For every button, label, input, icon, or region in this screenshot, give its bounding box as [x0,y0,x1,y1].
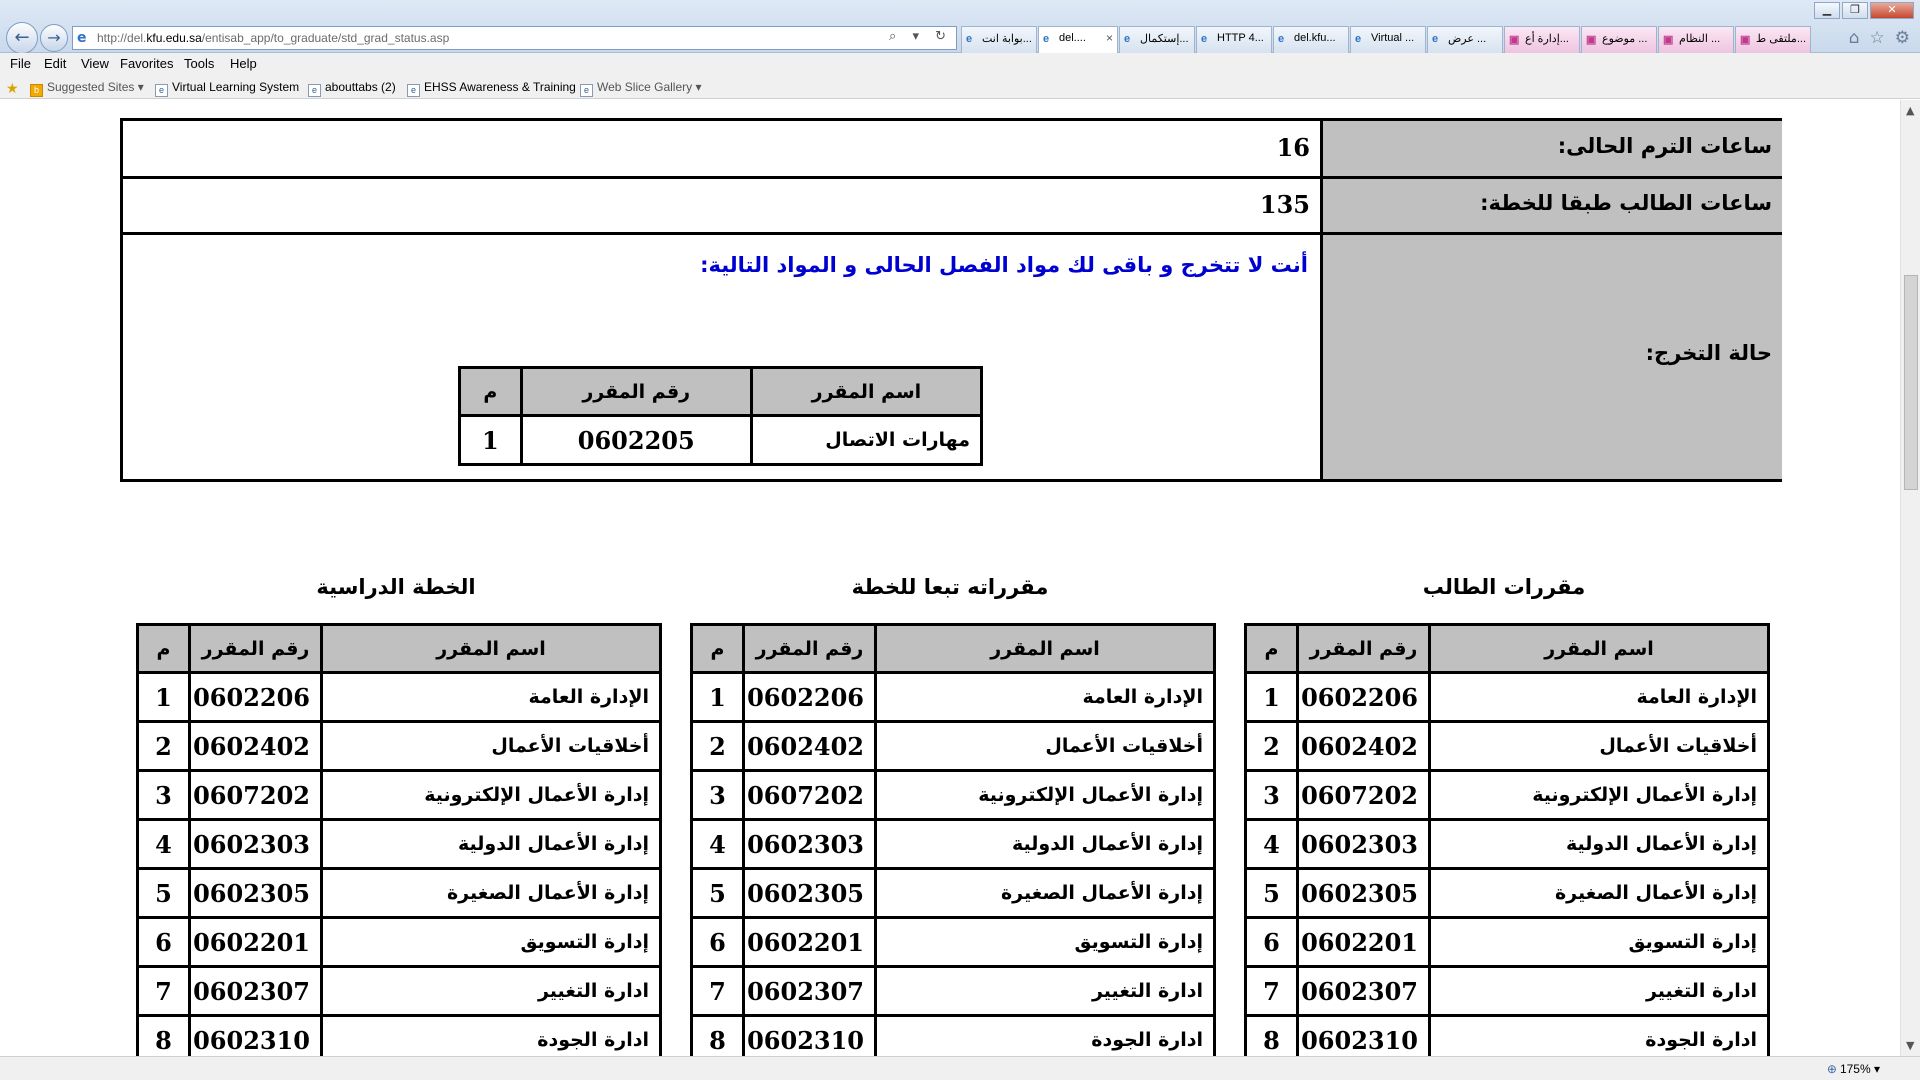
table-header-row [460,368,982,416]
tab-label: بوابة انت... [982,33,1032,45]
url-text[interactable]: http://del.kfu.edu.sa/entisab_app/to_graduate/std_grad_status.asp [97,31,450,45]
tab-label: إستكمال... [1140,33,1189,45]
remaining-courses-table [458,366,983,466]
table-row [138,673,661,722]
chrome-toolbar-icons [1849,28,1910,48]
table-row [138,820,661,869]
minimize-button[interactable]: ▁ [1814,2,1840,19]
tab-label: إدارة أع... [1525,33,1569,45]
course-code-cell: 0602201 [1298,918,1430,967]
bing-icon: b [30,84,43,97]
row-index-cell: 7 [138,967,190,1016]
row-index-cell: 4 [1246,820,1298,869]
header-index: م [138,625,190,673]
header-course-name: اسم المقرر [751,368,981,416]
row-index-cell: 1 [460,416,522,465]
table-row [1246,1016,1769,1057]
course-name-cell: ادارة الجودة [876,1016,1215,1057]
tab-favicon-icon: e [1432,33,1439,45]
course-code-cell: 0607202 [1298,771,1430,820]
fav-abouttabs[interactable]: e abouttabs (2) [308,80,396,97]
browser-tab[interactable] [1735,26,1811,53]
row-index-cell: 8 [138,1016,190,1057]
course-name-cell: إدارة الأعمال الدولية [876,820,1215,869]
row-index-cell: 3 [692,771,744,820]
menu-item-file[interactable]: File [10,56,31,71]
back-arrow-icon: ← [14,27,30,48]
tab-favicon-icon: e [1278,33,1285,45]
page-viewport [0,100,1900,1056]
fav-web-slice-gallery[interactable]: e Web Slice Gallery ▾ [580,80,702,97]
row-index-cell: 4 [138,820,190,869]
scroll-up-arrow-icon[interactable]: ▲ [1906,104,1915,117]
course-code-cell: 0602307 [1298,967,1430,1016]
ie-page-icon: e [77,30,87,46]
row-index-cell: 1 [1246,673,1298,722]
browser-tab[interactable] [1273,26,1349,53]
table-row [138,918,661,967]
zoom-icon: ⊕ [1826,1062,1837,1076]
course-code-cell: 0602205 [521,416,751,465]
fav-virtual-learning[interactable]: e Virtual Learning System [155,80,299,97]
header-index: م [460,368,522,416]
tab-close-icon[interactable]: × [1105,31,1113,45]
tab-favicon-icon: ▣ [1663,34,1674,46]
browser-tab[interactable] [1119,26,1195,53]
course-code-cell: 0602402 [744,722,876,771]
grad-status-message: أنت لا تتخرج و باقى لك مواد الفصل الحالى و المواد التالية: [700,253,1308,277]
course-code-cell: 0602206 [1298,673,1430,722]
browser-tab[interactable] [1581,26,1657,53]
gear-icon[interactable]: ⚙ [1894,28,1910,48]
course-name-cell: إدارة الأعمال الصغيرة [322,869,661,918]
menu-item-view[interactable]: View [81,56,109,71]
table-header-row [1246,625,1769,673]
course-name-cell: الإدارة العامة [322,673,661,722]
home-icon[interactable]: ⌂ [1848,28,1860,48]
browser-titlebar [0,0,1920,53]
vertical-scrollbar[interactable] [1900,100,1920,1056]
forward-arrow-icon: → [47,28,61,47]
back-button[interactable] [6,22,38,54]
row-index-cell: 5 [692,869,744,918]
plan-hours-value: 135 [1259,190,1310,219]
table-row [138,869,661,918]
course-name-cell: ادارة التغيير [322,967,661,1016]
header-course-code: رقم المقرر [744,625,876,673]
student-courses-title: مقررات الطالب [1422,575,1586,599]
course-code-cell: 0602402 [190,722,322,771]
course-name-cell: إدارة الأعمال الدولية [322,820,661,869]
browser-tab[interactable] [1427,26,1503,53]
tab-label: del.kfu... [1294,32,1336,44]
table-row [1246,918,1769,967]
course-name-cell: أخلاقيات الأعمال [322,722,661,771]
course-code-cell: 0602305 [190,869,322,918]
course-name-cell: إدارة الأعمال الإلكترونية [322,771,661,820]
header-course-code: رقم المقرر [521,368,751,416]
course-name-cell: إدارة الأعمال الإلكترونية [876,771,1215,820]
browser-tab[interactable] [1658,26,1734,53]
header-course-name: اسم المقرر [322,625,661,673]
tab-favicon-icon: e [966,33,973,45]
course-code-cell: 0602310 [744,1016,876,1057]
course-name-cell: ادارة الجودة [322,1016,661,1057]
row-index-cell: 3 [1246,771,1298,820]
table-row [138,771,661,820]
course-name-cell: ادارة الجودة [1430,1016,1769,1057]
table-row [1246,722,1769,771]
row-index-cell: 3 [138,771,190,820]
row-index-cell: 6 [692,918,744,967]
page-icon: e [580,84,593,97]
course-name-cell: ادارة التغيير [1430,967,1769,1016]
plan-hours-value-cell [123,179,1320,232]
menu-item-tools[interactable]: Tools [184,56,215,71]
table-row [692,722,1215,771]
tab-label: موضوع ... [1602,33,1648,45]
header-course-code: رقم المقرر [190,625,322,673]
header-course-name: اسم المقرر [1430,625,1769,673]
page-icon: e [407,84,420,97]
maximize-button[interactable]: ❐ [1842,2,1868,19]
tab-favicon-icon: e [1201,33,1208,45]
course-name-cell: إدارة الأعمال الصغيرة [876,869,1215,918]
course-code-cell: 0602307 [744,967,876,1016]
table-header-row [692,625,1215,673]
table-row [692,869,1215,918]
table-row [692,820,1215,869]
zoom-control[interactable]: ⊕ 175% ▾ [1826,1062,1880,1076]
table-row [138,1016,661,1057]
table-row [1246,820,1769,869]
current-hours-label: ساعات الترم الحالى: [1557,134,1772,158]
row-index-cell: 2 [138,722,190,771]
course-code-cell: 0602201 [744,918,876,967]
table-row [1246,771,1769,820]
course-name-cell: إدارة التسويق [1430,918,1769,967]
address-tools-icons[interactable]: ⌕ ▾ ↻ [889,29,952,44]
tab-favicon-icon: ▣ [1586,34,1597,46]
browser-tab[interactable] [961,26,1037,53]
grad-status-label-cell [1320,235,1782,479]
window-controls [1814,2,1914,19]
status-bar [0,1056,1920,1080]
table-row [692,1016,1215,1057]
row-index-cell: 7 [692,967,744,1016]
course-code-cell: 0602307 [190,967,322,1016]
study-plan-title: الخطة الدراسية [316,575,476,599]
current-hours-label-cell [1320,121,1782,176]
row-index-cell: 1 [138,673,190,722]
page-icon: e [155,84,168,97]
row-index-cell: 7 [1246,967,1298,1016]
row-index-cell: 1 [692,673,744,722]
table-row [138,722,661,771]
row-index-cell: 4 [692,820,744,869]
tab-favicon-icon: ▣ [1740,34,1751,46]
course-code-cell: 0602402 [1298,722,1430,771]
plan-courses-title: مقرراته تبعا للخطة [851,575,1049,599]
course-name-cell: إدارة التسويق [876,918,1215,967]
table-row [692,771,1215,820]
study-plan-table [136,623,662,1056]
table-row [692,673,1215,722]
browser-tab[interactable] [1038,26,1118,53]
row-index-cell: 6 [1246,918,1298,967]
tab-label: ملتقى ط... [1756,33,1806,45]
grad-status-label: حالة التخرج: [1645,341,1772,365]
course-name-cell: ادارة التغيير [876,967,1215,1016]
header-index: م [692,625,744,673]
fav-suggested-sites[interactable]: b Suggested Sites ▾ [30,80,144,97]
course-name-cell: مهارات الاتصال [751,416,981,465]
table-row [692,918,1215,967]
row-index-cell: 5 [1246,869,1298,918]
address-bar[interactable] [72,26,957,50]
browser-tab[interactable] [1504,26,1580,53]
course-code-cell: 0607202 [744,771,876,820]
tab-label: del.... [1059,32,1086,44]
table-row [460,416,982,465]
course-name-cell: إدارة الأعمال الإلكترونية [1430,771,1769,820]
current-hours-value-cell [123,121,1320,176]
course-code-cell: 0602303 [1298,820,1430,869]
course-code-cell: 0602201 [190,918,322,967]
tab-strip [961,26,1812,53]
tab-label: النظام ... [1679,33,1721,45]
table-row [692,967,1215,1016]
current-hours-value: 16 [1276,133,1310,162]
browser-tab[interactable] [1350,26,1426,53]
row-index-cell: 6 [138,918,190,967]
table-row [138,967,661,1016]
favorites-star-icon[interactable]: ☆ [1869,28,1885,48]
scrollbar-thumb[interactable] [1904,275,1918,490]
header-index: م [1246,625,1298,673]
course-code-cell: 0607202 [190,771,322,820]
close-window-button[interactable]: ✕ [1870,2,1914,19]
course-code-cell: 0602206 [744,673,876,722]
header-course-name: اسم المقرر [876,625,1215,673]
course-name-cell: إدارة التسويق [322,918,661,967]
course-name-cell: الإدارة العامة [1430,673,1769,722]
table-header-row [138,625,661,673]
course-code-cell: 0602305 [1298,869,1430,918]
table-row [1246,869,1769,918]
row-index-cell: 2 [1246,722,1298,771]
student-courses-table [1244,623,1770,1056]
tab-favicon-icon: e [1355,33,1362,45]
course-code-cell: 0602305 [744,869,876,918]
tab-favicon-icon: e [1124,33,1131,45]
course-name-cell: الإدارة العامة [876,673,1215,722]
menu-bar [0,53,1920,75]
tab-label: Virtual ... [1371,32,1415,44]
scroll-down-arrow-icon[interactable]: ▼ [1906,1039,1915,1052]
course-code-cell: 0602206 [190,673,322,722]
page-icon: e [308,84,321,97]
course-code-cell: 0602310 [190,1016,322,1057]
plan-hours-label: ساعات الطالب طبقا للخطة: [1480,191,1772,215]
course-name-cell: أخلاقيات الأعمال [876,722,1215,771]
row-index-cell: 8 [1246,1016,1298,1057]
header-course-code: رقم المقرر [1298,625,1430,673]
table-row [1246,967,1769,1016]
fav-ehss[interactable]: e EHSS Awareness & Training [407,80,576,97]
plan-hours-label-cell [1320,179,1782,232]
course-code-cell: 0602303 [744,820,876,869]
row-index-cell: 5 [138,869,190,918]
course-code-cell: 0602310 [1298,1016,1430,1057]
add-favorites-icon[interactable]: ★ [6,80,19,96]
table-row [1246,673,1769,722]
tab-label: عرض ... [1448,33,1487,45]
course-name-cell: إدارة الأعمال الدولية [1430,820,1769,869]
tab-label: HTTP 4... [1217,32,1264,44]
tab-favicon-icon: ▣ [1509,34,1520,46]
row-index-cell: 2 [692,722,744,771]
favorites-bar [0,75,1920,99]
tab-favicon-icon: e [1043,33,1050,45]
browser-tab[interactable] [1196,26,1272,53]
course-code-cell: 0602303 [190,820,322,869]
plan-courses-table [690,623,1216,1056]
row-index-cell: 8 [692,1016,744,1057]
forward-button[interactable] [40,24,68,52]
course-name-cell: إدارة الأعمال الصغيرة [1430,869,1769,918]
menu-item-help[interactable]: Help [230,56,257,71]
menu-item-favorites[interactable]: Favorites [120,56,174,71]
course-name-cell: أخلاقيات الأعمال [1430,722,1769,771]
menu-item-edit[interactable]: Edit [44,56,67,71]
